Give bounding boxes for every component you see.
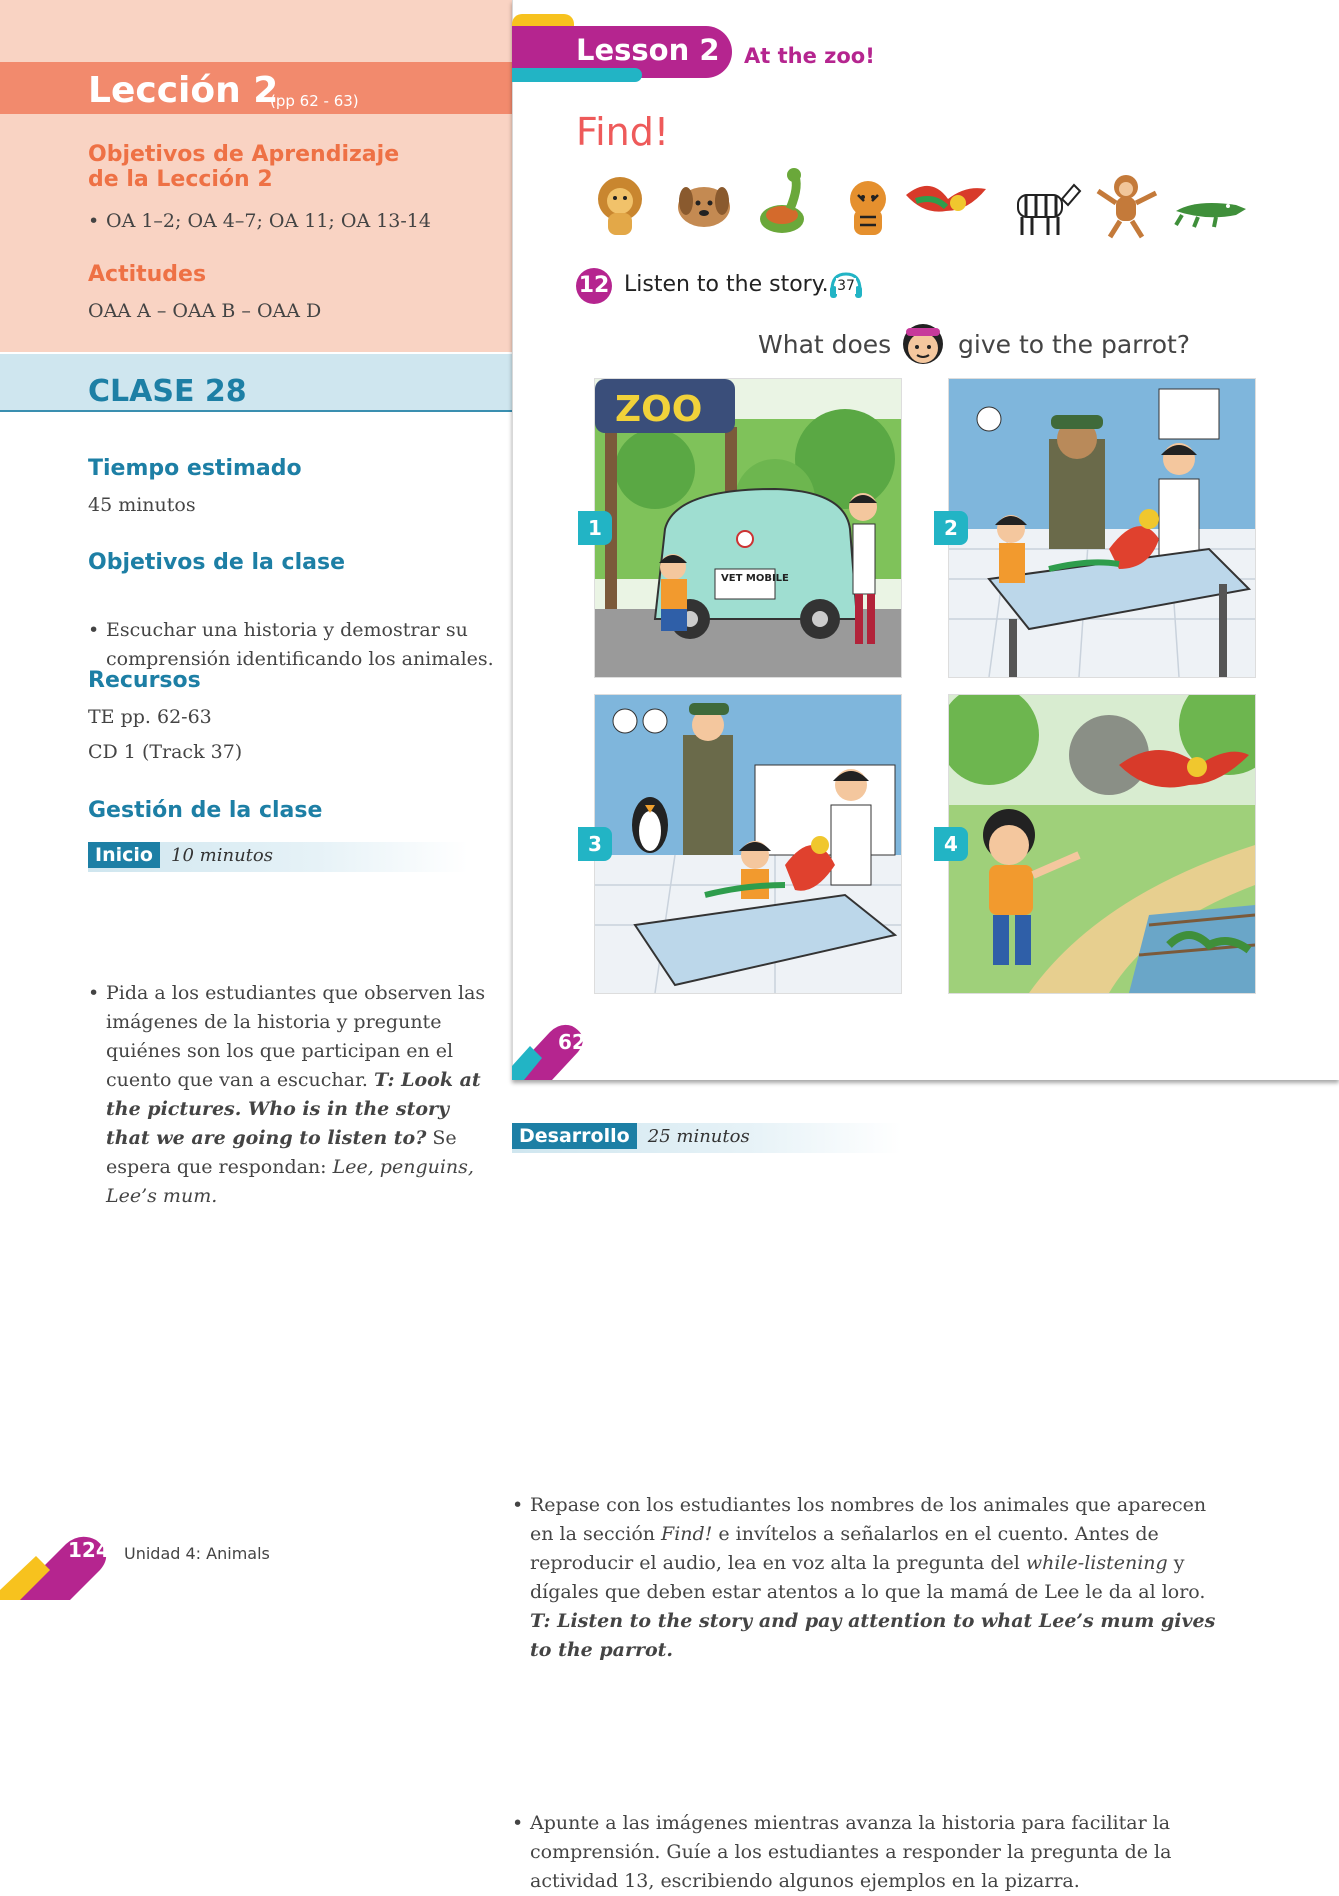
resources-item-1: TE pp. 62-63 bbox=[88, 706, 212, 728]
inicio-text-2: Se espera que respondan: bbox=[106, 1127, 457, 1178]
tiger-icon bbox=[850, 181, 886, 235]
book-page-number: 62 bbox=[558, 1030, 586, 1054]
panel-number-4: 4 bbox=[934, 827, 968, 861]
vet-clinic-scene-2 bbox=[595, 695, 901, 993]
find-animals-row bbox=[586, 165, 1246, 245]
story-panel-2 bbox=[948, 378, 1256, 678]
lion-icon bbox=[598, 177, 642, 235]
desarrollo-bar bbox=[512, 1123, 902, 1153]
desarrollo-item-2: • Apunte a las imágenes mientras avanza la historia para facilitar la comprensión. Guíe a los estudiantes a responder la pregunta de la actividad 13, escribiendo algunos ejemplos en la pizarra. bbox=[512, 1809, 1230, 1896]
class-title: CLASE 28 bbox=[88, 374, 247, 409]
panel-number-1: 1 bbox=[578, 511, 612, 545]
inicio-paragraph bbox=[88, 979, 491, 1211]
attitudes-heading: Actitudes bbox=[88, 262, 207, 287]
class-objectives-heading: Objetivos de la clase bbox=[88, 550, 345, 575]
track-number: 37 bbox=[837, 278, 855, 294]
attitudes-text: OAA A – OAA B – OAA D bbox=[88, 300, 322, 322]
objectives-heading-line2: de la Lección 2 bbox=[88, 167, 273, 192]
zoo-sign: ZOO bbox=[615, 389, 703, 430]
lees-mum-portrait bbox=[896, 318, 950, 370]
time-heading: Tiempo estimado bbox=[88, 456, 302, 481]
dog-icon bbox=[678, 187, 730, 227]
zebra-icon bbox=[1018, 185, 1080, 235]
management-heading: Gestión de la clase bbox=[88, 798, 323, 823]
activity-number: 12 bbox=[576, 268, 612, 304]
desarrollo-1-text-b: e invítelos a señalarlos en el cuento. Antes de reproducir el audio, lea en voz alta la pregunta del bbox=[530, 1523, 1159, 1574]
desarrollo-1-text-a: Repase con los estudiantes los nombres de los animales que aparecen en la sección bbox=[530, 1494, 1207, 1545]
monkey-icon bbox=[1098, 175, 1156, 237]
zoo-park-scene bbox=[949, 695, 1255, 993]
vet-mobile-label: VET MOBILE bbox=[721, 573, 789, 584]
parrot-icon bbox=[906, 186, 986, 212]
lesson-title: Lección 2 bbox=[88, 70, 279, 111]
footer-page-tab bbox=[0, 1528, 120, 1600]
lesson-pages: (pp 62 - 63) bbox=[270, 92, 359, 110]
crocodile-icon bbox=[1176, 203, 1246, 227]
objectives-heading-line1: Objetivos de Aprendizaje bbox=[88, 142, 400, 167]
find-title: Find! bbox=[576, 110, 670, 154]
inicio-text-1: Pida a los estudiantes que observen las imágenes de la historia y pregunte quiénes son los que participan en el cuento que van a escuchar. bbox=[106, 982, 486, 1091]
class-objectives-item: • Escuchar una historia y demostrar su comprensión identificando los animales. bbox=[88, 616, 496, 674]
objectives-item: • OA 1–2; OA 4–7; OA 11; OA 13-14 bbox=[88, 207, 1339, 236]
tab-accent-teal bbox=[512, 68, 642, 82]
question-part-1: What does bbox=[758, 330, 892, 359]
inicio-time: 10 minutos bbox=[171, 845, 273, 866]
objectives-heading bbox=[88, 142, 399, 192]
inicio-expected-answer: Lee, penguins, Lee’s mum. bbox=[106, 1156, 474, 1207]
desarrollo-1-while-listening: while-listening bbox=[1025, 1552, 1168, 1574]
resources-heading: Recursos bbox=[88, 668, 201, 693]
lees-mum-face-icon bbox=[896, 318, 950, 370]
story-panel-1 bbox=[594, 378, 902, 678]
desarrollo-1-find: Find! bbox=[661, 1523, 713, 1545]
audio-track-icon[interactable] bbox=[828, 270, 864, 300]
desarrollo-1-teacher-prompt: T: Listen to the story and pay attention to what Lee’s mum gives to the parrot. bbox=[530, 1610, 1216, 1661]
activity-instruction: Listen to the story. bbox=[624, 272, 829, 297]
zoo-gate-scene bbox=[595, 379, 901, 677]
panel-number-2: 2 bbox=[934, 511, 968, 545]
question-part-2: give to the parrot? bbox=[958, 330, 1191, 359]
footer-page-number: 124 bbox=[68, 1538, 110, 1562]
lesson-subtitle: At the zoo! bbox=[744, 44, 875, 68]
book-page-number-tab bbox=[512, 1018, 598, 1064]
footer-unit: Unidad 4: Animals bbox=[124, 1544, 270, 1563]
inicio-bar bbox=[88, 842, 468, 872]
story-panel-3 bbox=[594, 694, 902, 994]
inicio-label: Inicio bbox=[88, 842, 160, 868]
panel-number-3: 3 bbox=[578, 827, 612, 861]
story-panel-4 bbox=[948, 694, 1256, 994]
desarrollo-time: 25 minutos bbox=[647, 1126, 750, 1147]
lesson-label: Lesson 2 bbox=[576, 33, 720, 67]
class-band bbox=[0, 354, 512, 412]
desarrollo-label: Desarrollo bbox=[512, 1123, 637, 1149]
desarrollo-1-text-c: y dígales que deben estar atentos a lo que la mamá de Lee le da al loro. bbox=[530, 1552, 1206, 1603]
vet-clinic-scene-1 bbox=[949, 379, 1255, 677]
desarrollo-item-1 bbox=[512, 1491, 1230, 1665]
time-value: 45 minutos bbox=[88, 494, 196, 516]
resources-item-2: CD 1 (Track 37) bbox=[88, 741, 243, 763]
inicio-teacher-prompt: T: Look at the pictures. Who is in the story that we are going to listen to? bbox=[106, 1069, 481, 1149]
snake-icon bbox=[760, 168, 804, 233]
